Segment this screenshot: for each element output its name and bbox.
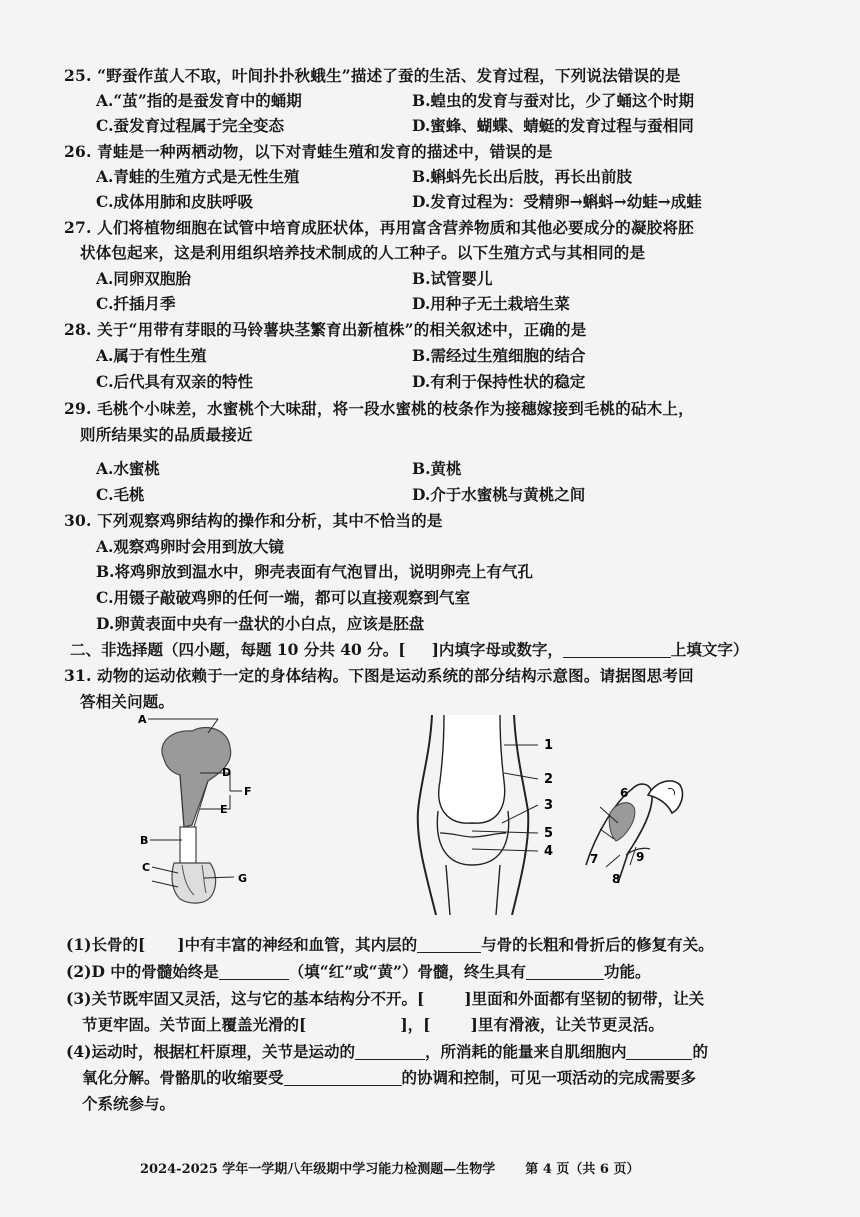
- question-31-stem-line2: 答相关问题。: [80, 692, 175, 711]
- bone-label-e: E: [220, 803, 228, 816]
- q31-sub4-text-c: 的: [692, 1042, 708, 1061]
- arm-label-8: 8: [612, 872, 621, 886]
- q31-sub1-text-a: (1)长骨的[: [66, 935, 146, 954]
- question-29-stem-line1: 29. 毛桃个小味差，水蜜桃个大味甜，将一段水蜜桃的枝条作为接穗嫁接到毛桃的砧木上，: [64, 399, 694, 418]
- bone-label-c: C: [142, 861, 151, 874]
- q31-sub4-blank-2: [626, 1044, 692, 1060]
- q31-sub3-line2: [82, 1013, 664, 1035]
- joint-diagram: [418, 715, 553, 915]
- q31-sub3-line1: [66, 987, 704, 1009]
- q28-option-a: A.属于有性生殖: [96, 346, 207, 365]
- q31-sub4-line3: 个系统参与。: [82, 1094, 176, 1113]
- section-two-blank: [563, 642, 671, 658]
- q31-sub4-blank-1: [355, 1044, 425, 1060]
- q25-option-a: A.“茧”指的是蚕发育中的蛹期: [96, 91, 302, 110]
- q29-option-d: D.介于水蜜桃与黄桃之间: [412, 485, 586, 504]
- q31-sub1: [66, 933, 714, 955]
- q29-option-c: C.毛桃: [96, 485, 145, 504]
- q31-sub2-blank-1: [219, 964, 289, 980]
- q26-option-a: A.青蛙的生殖方式是无性生殖: [96, 167, 300, 186]
- q25-option-b: B.蝗虫的发育与蚕对比，少了蛹这个时期: [412, 91, 694, 110]
- q31-sub4-line1: [66, 1040, 708, 1062]
- question-31-stem-line1: 31. 动物的运动依赖于一定的身体结构。下图是运动系统的部分结构示意图。请据图思考回: [64, 666, 694, 685]
- q31-sub4-text-b: ，所消耗的能量来自肌细胞内: [424, 1042, 627, 1061]
- joint-label-3: 3: [544, 798, 554, 813]
- q31-sub2: [66, 960, 650, 982]
- section-two-text-a: 二、非选择题（四小题，每题 10 分共 40 分。[: [70, 640, 406, 659]
- q31-sub3-text-c: 节更牢固。关节面上覆盖光滑的[: [82, 1015, 307, 1034]
- q27-option-a: A.同卵双胞胎: [96, 269, 191, 288]
- page-footer: [140, 1158, 640, 1177]
- q31-sub4-text-a: (4)运动时，根据杠杆原理，关节是运动的: [66, 1042, 355, 1061]
- q31-sub2-text-a: (2)D 中的骨髓始终是: [66, 962, 219, 981]
- q30-option-b: B.将鸡卵放到温水中，卵壳表面有气泡冒出，说明卵壳上有气孔: [96, 562, 533, 581]
- question-27-stem-line2: 状体包起来，这是利用组织培养技术制成的人工种子。以下生殖方式与其相同的是: [80, 243, 646, 262]
- q25-option-d: D.蜜蜂、蝴蝶、蜻蜓的发育过程与蚕相同: [412, 116, 694, 135]
- q31-sub3-text-b: ]里面和外面都有坚韧的韧带，让关: [464, 989, 705, 1008]
- q30-option-a: A.观察鸡卵时会用到放大镜: [96, 537, 284, 556]
- joint-label-2: 2: [544, 772, 554, 787]
- q30-option-d: D.卵黄表面中央有一盘状的小白点，应该是胚盘: [96, 614, 425, 633]
- long-bone-diagram: [138, 715, 252, 903]
- footer-title: 2024-2025 学年一学期八年级期中学习能力检测题—生物学: [140, 1162, 496, 1177]
- q28-option-c: C.后代具有双亲的特性: [96, 372, 253, 391]
- arm-label-7: 7: [590, 852, 599, 866]
- q31-sub4-blank-3: [284, 1070, 402, 1086]
- q31-sub3-text-d: ]，[: [400, 1015, 431, 1034]
- motor-system-figure: [120, 715, 760, 915]
- section-two-text-c: 上填文字）: [670, 640, 749, 659]
- joint-label-1: 1: [544, 738, 554, 753]
- section-two-heading: [70, 638, 748, 660]
- q27-option-d: D.用种子无土栽培生菜: [412, 294, 570, 313]
- bone-label-b: B: [140, 834, 149, 847]
- q31-sub2-text-b: （填“红”或“黄”）骨髓，终生具有: [288, 962, 526, 981]
- arm-label-6: 6: [620, 786, 629, 800]
- question-28-stem: 28. 关于“用带有芽眼的马铃薯块茎繁育出新植株”的相关叙述中，正确的是: [64, 320, 587, 339]
- q25-option-c: C.蚕发育过程属于完全变态: [96, 116, 284, 135]
- footer-page-number: 第 4 页（共 6 页）: [525, 1162, 640, 1177]
- joint-label-4: 4: [544, 844, 554, 859]
- q26-option-c: C.成体用肺和皮肤呼吸: [96, 192, 253, 211]
- bone-label-g: G: [238, 872, 248, 885]
- question-29-stem-line2: 则所结果实的品质最接近: [80, 425, 253, 444]
- question-27-stem-line1: 27. 人们将植物细胞在试管中培育成胚状体，再用富含营养物质和其他必要成分的凝胶将胚: [64, 218, 694, 237]
- q31-sub1-text-b: ]中有丰富的神经和血管，其内层的: [177, 935, 418, 954]
- arm-label-9: 9: [636, 850, 645, 864]
- bone-label-d: D: [222, 766, 232, 779]
- q31-sub1-text-c: 与骨的长粗和骨折后的修复有关。: [481, 935, 714, 954]
- q31-sub4-text-e: 的协调和控制，可见一项活动的完成需要多: [401, 1068, 697, 1087]
- q26-option-d: D.发育过程为：受精卵→蝌蚪→幼蛙→成蛙: [412, 192, 702, 211]
- q31-sub2-text-c: 功能。: [603, 962, 651, 981]
- question-30-stem: 30. 下列观察鸡卵结构的操作和分析，其中不恰当的是: [64, 511, 443, 530]
- section-two-text-b: ]内填字母或数字，: [431, 640, 563, 659]
- q31-sub2-blank-2: [526, 964, 604, 980]
- q27-option-c: C.扦插月季: [96, 294, 176, 313]
- question-25-stem: 25. “野蚕作茧人不取，叶间扑扑秋蛾生”描述了蚕的生活、发育过程，下列说法错误的是: [64, 66, 681, 85]
- joint-label-5: 5: [544, 826, 554, 841]
- q28-option-d: D.有利于保持性状的稳定: [412, 372, 586, 391]
- q30-option-c: C.用镊子敲破鸡卵的任何一端，都可以直接观察到气室: [96, 588, 470, 607]
- q26-option-b: B.蝌蚪先长出后肢，再长出前肢: [412, 167, 632, 186]
- bone-label-a: A: [138, 715, 147, 726]
- q31-sub1-blank: [417, 937, 481, 953]
- q31-sub4-line2: [82, 1066, 696, 1088]
- arm-diagram: [586, 781, 682, 886]
- question-26-stem: 26. 青蛙是一种两栖动物，以下对青蛙生殖和发育的描述中，错误的是: [64, 142, 553, 161]
- q27-option-b: B.试管婴儿: [412, 269, 493, 288]
- bone-label-f: F: [244, 785, 252, 798]
- q31-sub4-text-d: 氧化分解。骨骼肌的收缩要受: [82, 1068, 284, 1087]
- q31-sub3-text-e: ]里有滑液，让关节更灵活。: [470, 1015, 664, 1034]
- q29-option-b: B.黄桃: [412, 459, 462, 478]
- q29-option-a: A.水蜜桃: [96, 459, 160, 478]
- q31-sub3-text-a: (3)关节既牢固又灵活，这与它的基本结构分不开。[: [66, 989, 425, 1008]
- q28-option-b: B.需经过生殖细胞的结合: [412, 346, 586, 365]
